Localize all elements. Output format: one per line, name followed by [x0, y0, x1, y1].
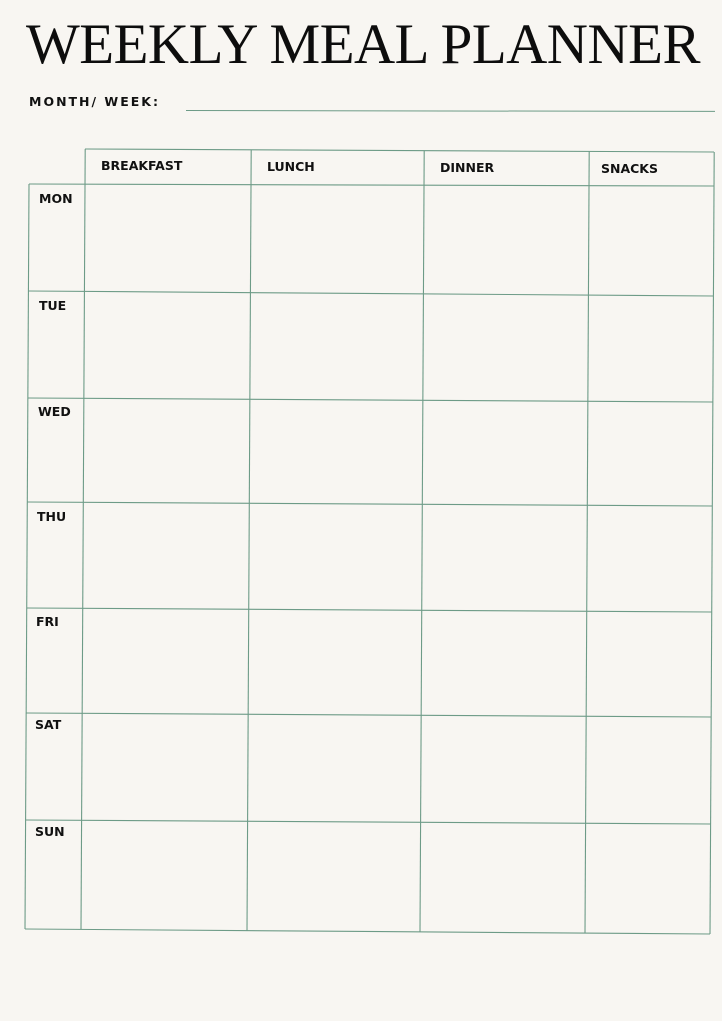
grid-row-line — [28, 291, 713, 296]
day-label-sun: SUN — [35, 824, 65, 839]
day-label-wed: WED — [38, 404, 71, 419]
grid-column-line — [25, 184, 29, 929]
meal-header-lunch: LUNCH — [267, 159, 315, 174]
meal-header-snacks: SNACKS — [601, 161, 659, 176]
meal-header-breakfast: BREAKFAST — [101, 158, 183, 173]
grid-row-line — [25, 929, 710, 934]
header-top-line — [85, 149, 714, 152]
grid-row-line — [27, 608, 712, 612]
page-title: WEEKLY MEAL PLANNER — [26, 13, 700, 76]
grid-row-line — [27, 502, 712, 506]
grid-row-line — [26, 713, 711, 717]
grid-column-line — [420, 151, 424, 932]
day-label-tue: TUE — [39, 298, 67, 313]
grid-column-line — [710, 152, 714, 934]
month-week-label: MONTH/ WEEK: — [29, 94, 160, 109]
day-label-mon: MON — [39, 191, 73, 206]
day-label-thu: THU — [37, 509, 67, 524]
grid-row-line — [29, 184, 714, 186]
meal-header-dinner: DINNER — [440, 160, 495, 175]
grid-column-line — [247, 150, 251, 931]
day-label-fri: FRI — [36, 614, 59, 629]
grid-column-line — [585, 151, 589, 933]
grid-row-line — [28, 398, 713, 402]
day-label-sat: SAT — [35, 717, 62, 732]
grid-row-line — [26, 820, 711, 824]
grid-column-line — [81, 149, 85, 929]
